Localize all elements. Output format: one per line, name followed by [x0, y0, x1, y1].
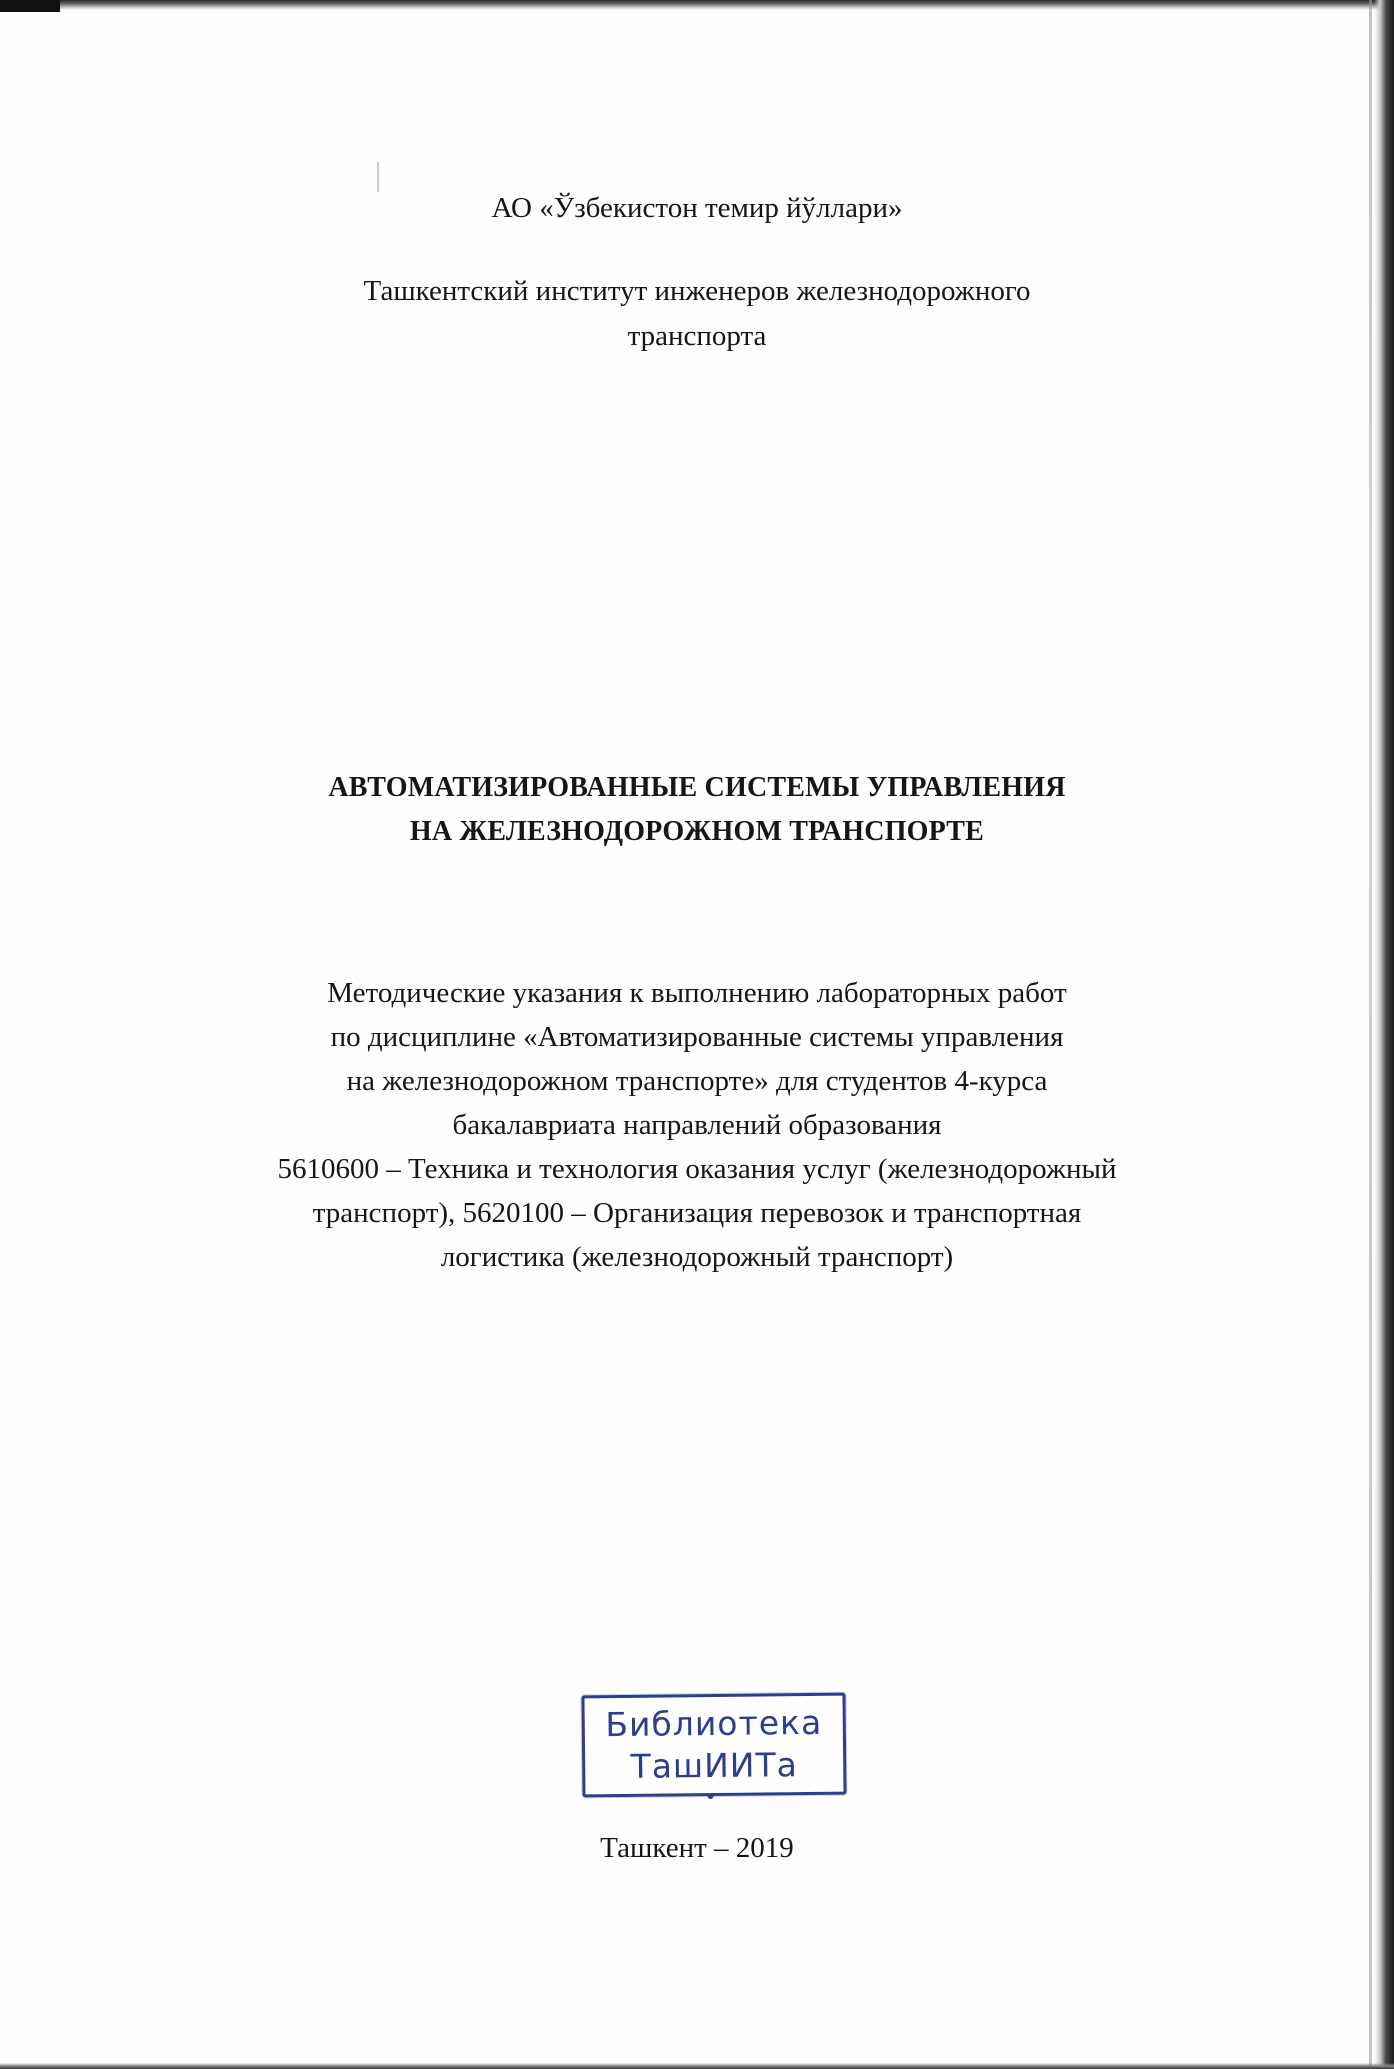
description-line-3: на железнодорожном транспорте» для студентов 4-курса — [346, 1065, 1048, 1097]
scan-edge-top — [0, 0, 1394, 10]
description-line-7: логистика (железнодорожный транспорт) — [440, 1241, 954, 1273]
description-line-6: транспорт), 5620100 – Организация перевозок и транспортная — [312, 1197, 1082, 1229]
stamp-dot — [708, 1793, 714, 1799]
description-line-2: по дисциплине «Автоматизированные системы управления — [330, 1021, 1064, 1053]
scan-edge-bottom — [0, 2063, 1394, 2069]
stamp-text-line1: Библиотека — [605, 1702, 823, 1745]
institute-name-line1: Ташкентский институт инженеров железнодорожного — [363, 275, 1031, 307]
document-title-line2: НА ЖЕЛЕЗНОДОРОЖНОМ ТРАНСПОРТЕ — [409, 816, 985, 847]
stamp-text-line2: ТашИИТа — [630, 1745, 799, 1786]
institute-name-line2: транспорта — [627, 320, 767, 352]
scan-speck — [377, 162, 379, 192]
city-year: Ташкент – 2019 — [600, 1832, 794, 1864]
description-line-4: бакалавриата направлений образования — [452, 1109, 942, 1141]
description-line-1: Методические указания к выполнению лабораторных работ — [327, 977, 1067, 1009]
description-line-5: 5610600 – Техника и технология оказания услуг (железнодорожный — [277, 1153, 1117, 1185]
document-title-line1: АВТОМАТИЗИРОВАННЫЕ СИСТЕМЫ УПРАВЛЕНИЯ — [328, 772, 1066, 803]
scan-edge-corner — [0, 0, 60, 12]
organization-name: АО «Ўзбекистон темир йўллари» — [491, 192, 903, 224]
library-stamp — [581, 1693, 846, 1798]
